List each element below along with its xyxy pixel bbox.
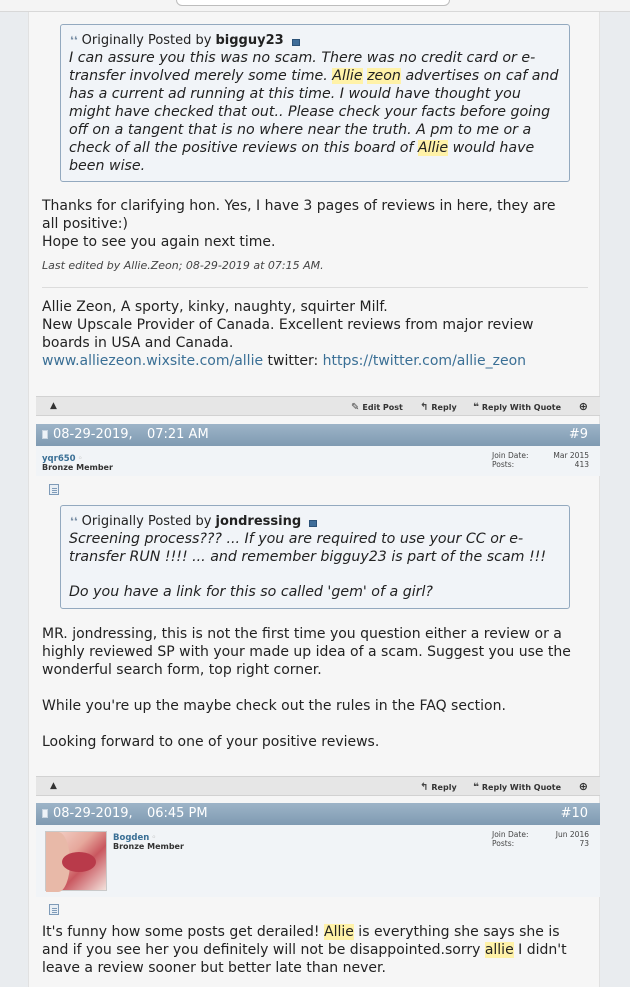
user-stats [492, 830, 589, 848]
reply-button[interactable] [420, 402, 457, 413]
user-avatar[interactable] [45, 831, 107, 891]
last-edited-note: Last edited by Allie.Zeon; 08-29-2019 at 07:15 AM. [42, 259, 324, 272]
quote-text [69, 530, 561, 601]
reply-with-quote-label: Reply With Quote [481, 403, 562, 412]
signature-divider [42, 287, 588, 288]
join-date-label: Join Date: [492, 830, 529, 839]
quote-author[interactable]: jondressing [215, 513, 302, 529]
search-highlight: allie [484, 942, 514, 958]
quote-author[interactable]: bigguy23 [215, 32, 284, 48]
quote-line: off on a tangent that is no where near the truth. A pm to me or a [69, 122, 532, 138]
post-time: 06:45 PM [146, 806, 208, 821]
posts-value: 73 [579, 839, 589, 848]
post8-signature [42, 298, 534, 370]
online-status-icon: ◦ [77, 454, 83, 464]
message-line: all positive:) [42, 216, 128, 232]
quote-line: Do you have a link for this so called 'gem' of a girl? [69, 584, 433, 600]
message-line: Looking forward to one of your positive reviews. [42, 734, 380, 750]
quote-box-jondressing [60, 505, 570, 609]
quote-header [70, 512, 561, 530]
reply-arrow-icon: ↰ [420, 782, 429, 793]
user-title: Bronze Member [42, 463, 113, 472]
twitter-link[interactable]: https://twitter.com/allie_zeon [322, 353, 527, 369]
quote-prefix: Originally Posted by [81, 32, 212, 48]
post-status-icon [42, 809, 48, 818]
online-status-icon: ◦ [151, 833, 157, 843]
multi-quote-button[interactable]: ⊕ [578, 780, 588, 793]
quote-line: I can assure you this was no scam. There was no credit card or e- [69, 50, 536, 66]
message-line: wonderful search form, top right corner. [42, 662, 322, 678]
message-line: While you're up the maybe check out the rules in the FAQ section. [42, 698, 506, 714]
username-text: yqr650 [42, 454, 76, 464]
posts-label: Posts: [492, 460, 515, 469]
search-highlight: Allie [324, 924, 354, 940]
message-line: Hope to see you again next time. [42, 234, 276, 250]
post-date: 08-29-2019, [53, 806, 133, 821]
quote-bubble-icon: ❝ [473, 782, 479, 793]
signature-links [42, 352, 534, 370]
search-highlight: Allie [332, 68, 363, 84]
edit-post-label: Edit Post [362, 403, 403, 412]
search-highlight: Allie [417, 140, 449, 156]
post9-header-bar [36, 424, 600, 446]
reply-arrow-icon: ↰ [420, 402, 429, 413]
multi-quote-button[interactable]: ⊕ [578, 400, 588, 413]
quote-line: check of all the positive reviews on this board of Allie would have [69, 140, 535, 156]
post10-message [42, 923, 567, 977]
message-line: leave a review sooner but better late than never. [42, 960, 386, 976]
quote-prefix: Originally Posted by [81, 513, 212, 529]
avatar-lips [62, 852, 96, 872]
edit-post-button[interactable] [351, 402, 403, 413]
message-line: and if you see her you definitely will not be disappointed.sorry allie I didn't [42, 942, 567, 958]
website-link[interactable]: www.alliezeon.wixsite.com/allie [42, 353, 264, 369]
pencil-icon: ✎ [351, 402, 360, 413]
message-line: highly reviewed SP with your made up idea of a scam. Suggest you use the [42, 644, 571, 660]
join-date-label: Join Date: [492, 451, 529, 460]
join-date-value: Mar 2015 [553, 451, 589, 460]
view-post-icon[interactable] [309, 520, 317, 527]
post9-action-bar [36, 776, 600, 796]
reply-with-quote-button[interactable] [473, 782, 561, 793]
post10-header-bar [36, 803, 600, 825]
quote-line: has a current ad running at this time. I would have thought you [69, 86, 521, 102]
document-icon [49, 484, 59, 495]
report-post-icon[interactable]: ▲ [50, 401, 57, 411]
post8-action-bar [36, 396, 600, 416]
signature-line: boards in USA and Canada. [42, 335, 234, 351]
quote-line: Screening process??? ... If you are required to use your CC or e- [69, 531, 524, 547]
post-status-icon [42, 430, 48, 439]
post-number-link[interactable]: #9 [568, 427, 588, 442]
username-text: Bogden [113, 833, 150, 843]
twitter-label: twitter: [263, 353, 323, 369]
message-line: MR. jondressing, this is not the first time you question either a review or a [42, 626, 562, 642]
posts-label: Posts: [492, 839, 515, 848]
reply-button[interactable] [420, 782, 457, 793]
quote-box-bigguy23 [60, 24, 570, 182]
reply-with-quote-label: Reply With Quote [481, 783, 562, 792]
address-bar[interactable] [176, 0, 450, 6]
message-line: Thanks for clarifying hon. Yes, I have 3 pages of reviews in here, they are [42, 198, 556, 214]
post8-message [42, 197, 555, 251]
reply-label: Reply [431, 403, 457, 412]
signature-line: Allie Zeon, A sporty, kinky, naughty, squirter Milf. [42, 299, 388, 315]
post-time: 07:21 AM [146, 427, 209, 442]
quote-icon: ❛❛ [70, 514, 78, 528]
quote-line: transfer involved merely some time. Allie zeon advertises on caf and [69, 68, 559, 84]
post10-date [42, 806, 208, 821]
quote-bubble-icon: ❝ [473, 402, 479, 413]
post-number-link[interactable]: #10 [560, 806, 588, 821]
user-stats [492, 451, 589, 469]
user-title: Bronze Member [113, 842, 184, 851]
view-post-icon[interactable] [292, 39, 300, 46]
quote-icon: ❛❛ [70, 33, 78, 47]
post10-user-info [36, 825, 600, 897]
post9-user-info [36, 446, 600, 476]
message-line: It's funny how some posts get derailed! Allie is everything she says she is [42, 924, 560, 940]
browser-top-bar [0, 0, 630, 12]
quote-header [70, 31, 561, 49]
report-post-icon[interactable]: ▲ [50, 781, 57, 791]
quote-line: transfer RUN !!!! ... and remember bigguy23 is part of the scam !!! [69, 549, 547, 565]
post9-date [42, 427, 209, 442]
post9-message [42, 625, 571, 751]
join-date-value: Jun 2016 [555, 830, 589, 839]
posts-value: 413 [574, 460, 589, 469]
search-highlight: zeon [367, 68, 401, 84]
quote-text [69, 49, 561, 175]
post-date: 08-29-2019, [53, 427, 133, 442]
reply-with-quote-button[interactable] [473, 402, 561, 413]
quote-line: been wise. [69, 158, 146, 174]
reply-label: Reply [431, 783, 457, 792]
document-icon [49, 904, 59, 915]
quote-line: might have checked that out.. Please check your facts before going [69, 104, 551, 120]
signature-line: New Upscale Provider of Canada. Excellent reviews from major review [42, 317, 534, 333]
